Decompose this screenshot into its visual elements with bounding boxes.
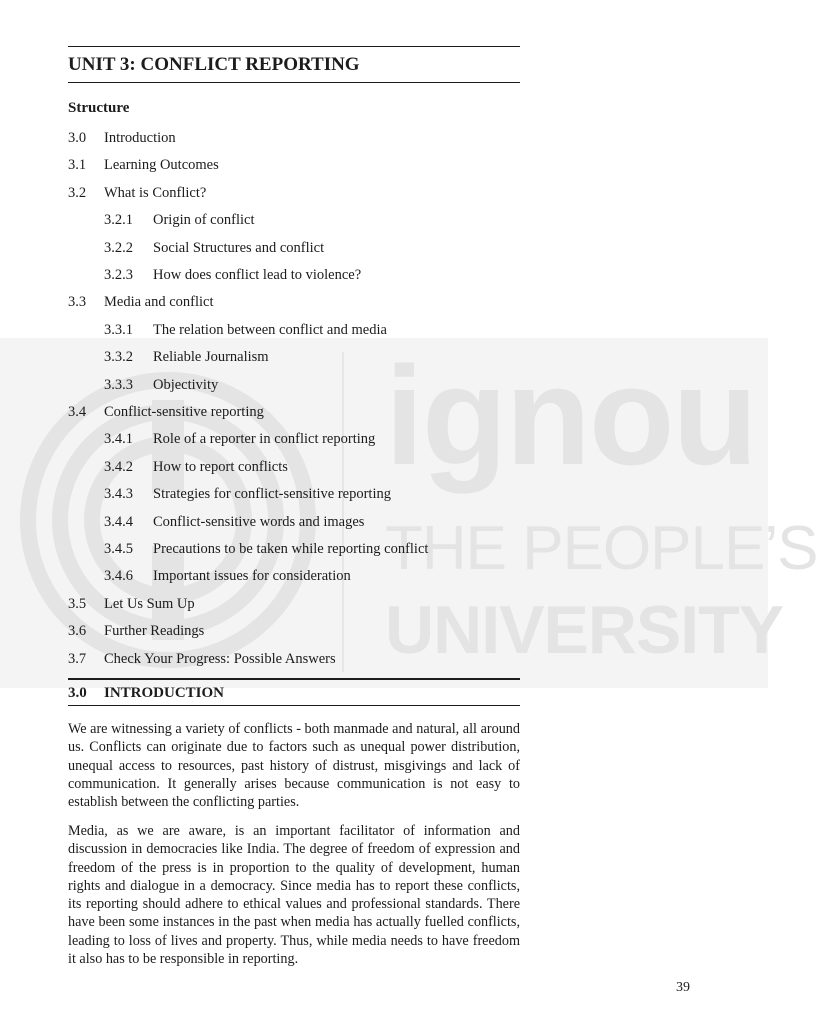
- toc-item-number: 3.5: [68, 595, 87, 612]
- section-rule-top: [68, 678, 520, 680]
- section-rule-bottom: [68, 705, 520, 706]
- toc-item-number: 3.3.1: [104, 321, 133, 338]
- toc-item-number: 3.7: [68, 650, 87, 667]
- toc-item-label: Objectivity: [153, 376, 219, 393]
- toc-item-number: 3.4: [68, 404, 87, 420]
- intro-paragraph-2: Media, as we are aware, is an important facilitator of information and discussion in democracies like India. The degree of freedom of expression and freedom of the press is in proportion to the quality of development, human rights and dialogue in a democracy. Since media has to report these conflicts, its reporting should adhere to ethical values and professional standards. There have been some instances in the past when media has actually fuelled conflicts, leading to loss of lives and property. Thus, while media needs to have freedom it also has to be responsible in reporting.: [68, 823, 520, 968]
- toc-item-label: Introduction: [104, 130, 176, 146]
- toc-item-number: 3.4.3: [104, 486, 133, 503]
- toc-item-number: 3.2.2: [104, 239, 133, 256]
- toc-item-number: 3.3.3: [104, 376, 133, 393]
- toc-item-label: Check Your Progress: Possible Answers: [104, 650, 336, 667]
- title-rule: [68, 82, 520, 83]
- toc-item-label: Role of a reporter in conflict reporting: [153, 431, 376, 448]
- toc-item-label: Strategies for conflict-sensitive reporting: [153, 486, 391, 503]
- toc-item-number: 3.1: [68, 157, 87, 174]
- toc-item-label: How does conflict lead to violence?: [153, 267, 362, 283]
- watermark-tagline-line2: UNIVERSITY: [385, 592, 784, 668]
- toc-item-number: 3.2.1: [104, 212, 133, 229]
- toc-item-label: Conflict-sensitive reporting: [104, 404, 264, 420]
- page-number: 39: [676, 980, 690, 995]
- toc-item-label: Learning Outcomes: [104, 157, 219, 174]
- toc-item-label: Conflict-sensitive words and images: [153, 513, 365, 530]
- watermark-brand: ignou: [385, 337, 756, 494]
- toc-item-number: 3.3.2: [104, 349, 133, 366]
- toc-item-label: Further Readings: [104, 623, 205, 640]
- top-rule: [68, 46, 520, 47]
- toc-item-label: Important issues for consideration: [153, 568, 351, 585]
- section-title: INTRODUCTION: [104, 685, 225, 701]
- toc-item-label: Origin of conflict: [153, 212, 255, 229]
- toc-item-label: How to report conflicts: [153, 458, 288, 475]
- toc-item-label: Precautions to be taken while reporting conflict: [153, 541, 429, 557]
- toc-item-number: 3.4.4: [104, 513, 133, 530]
- section-number: 3.0: [68, 685, 87, 701]
- toc-item-number: 3.4.5: [104, 541, 133, 557]
- toc-item-number: 3.3: [68, 294, 87, 311]
- toc-item-number: 3.0: [68, 130, 87, 146]
- watermark-tagline-line1: THE PEOPLE’S: [385, 514, 817, 583]
- toc-item-label: Media and conflict: [104, 294, 214, 311]
- toc-item-label: The relation between conflict and media: [153, 321, 387, 338]
- intro-paragraph-1: We are witnessing a variety of conflicts - both manmade and natural, all around us. Conflicts can originate due to factors such as unequal power distribution, unequal access to resources, past history of distrust, misgivings and lack of communication. It generally arises because communication is not easy to establish between the conflicting parties.: [68, 721, 520, 811]
- toc-item-number: 3.2.3: [104, 267, 133, 283]
- toc-item-number: 3.2: [68, 184, 87, 201]
- toc-item-label: Let Us Sum Up: [104, 595, 195, 612]
- toc-item-number: 3.4.2: [104, 458, 133, 475]
- toc-item-label: Social Structures and conflict: [153, 239, 325, 256]
- toc-item-label: What is Conflict?: [104, 184, 207, 201]
- unit-title: UNIT 3: CONFLICT REPORTING: [68, 54, 360, 75]
- toc-item-number: 3.6: [68, 623, 87, 640]
- toc-item-number: 3.4.6: [104, 568, 133, 585]
- toc-item-number: 3.4.1: [104, 431, 133, 448]
- toc-item-label: Reliable Journalism: [153, 349, 269, 366]
- structure-heading: Structure: [68, 100, 130, 116]
